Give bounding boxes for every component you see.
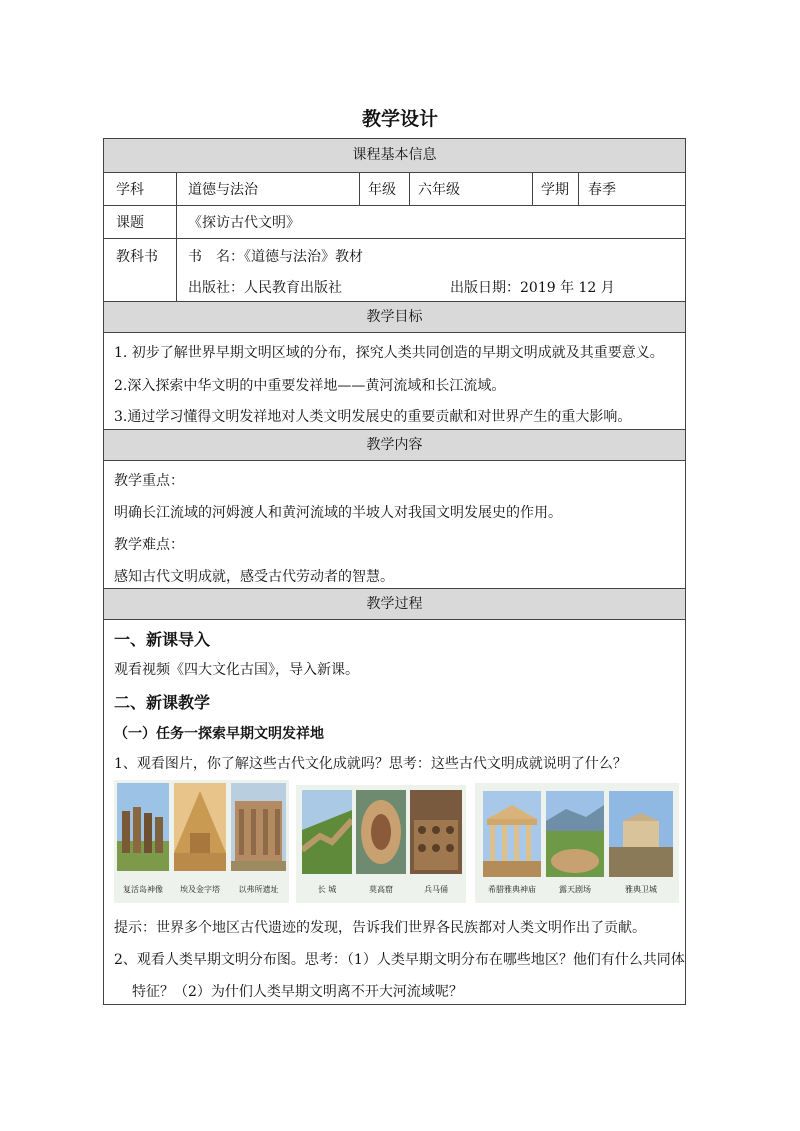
divider	[104, 205, 685, 206]
great-wall-photo	[302, 790, 352, 874]
photo-caption: 雅典卫城	[625, 885, 657, 894]
question-one: 1、观看图片，你了解这些古代文化成就吗？思考：这些古代文明成就说明了什么？	[114, 756, 627, 772]
heading-task-one: （一）任务一探索早期文明发祥地	[114, 726, 324, 742]
subject-value: 道德与法治	[188, 182, 258, 198]
goal-item: 2.深入探索中华文明的中重要发祥地——黄河流域和长江流域。	[114, 378, 506, 394]
subject-label: 学科	[116, 182, 144, 198]
picture-panel-china	[296, 785, 466, 903]
grade-value: 六年级	[418, 182, 460, 198]
egypt-pyramid-photo	[174, 783, 226, 871]
photo-caption: 以弗所遗址	[238, 885, 279, 894]
textbook-label: 教科书	[116, 249, 158, 265]
ephesus-ruins-photo	[231, 783, 286, 871]
mogao-caves-photo	[356, 790, 406, 874]
photo-caption: 莫高窟	[369, 885, 393, 894]
photo-caption: 复活岛神像	[123, 885, 163, 894]
difficulties-label: 教学难点：	[114, 537, 184, 553]
divider	[409, 173, 410, 205]
term-label: 学期	[541, 182, 569, 198]
photo-caption: 兵马俑	[424, 885, 448, 894]
athens-temple-photo	[483, 791, 541, 877]
hint-text: 提示：世界多个地区古代遗迹的发现，告诉我们世界各民族都对人类文明作出了贡献。	[114, 920, 646, 936]
key-points-text: 明确长江流域的河姆渡人和黄河流域的半坡人对我国文明发展史的作用。	[114, 505, 562, 521]
photo-caption: 长 城	[317, 885, 337, 894]
divider	[104, 238, 685, 239]
lesson-table	[103, 138, 686, 1005]
textbook-publisher: 出版社：人民教育出版社	[188, 280, 342, 296]
photo-caption: 露天剧场	[559, 885, 591, 894]
divider	[578, 173, 579, 205]
goal-item: 1. 初步了解世界早期文明区域的分布，探究人类共同创造的早期文明成就及其重要意义。	[114, 345, 664, 361]
photo-caption: 埃及金字塔	[180, 885, 220, 894]
terracotta-army-photo	[410, 790, 462, 874]
acropolis-photo	[609, 791, 673, 877]
section-content: 教学内容	[104, 429, 685, 461]
grade-label: 年级	[368, 182, 396, 198]
topic-label: 课题	[116, 215, 144, 231]
section-goals: 教学目标	[104, 301, 685, 333]
picture-panel-world	[114, 780, 289, 903]
heading-new-lesson: 二、新课教学	[114, 693, 211, 712]
easter-island-moai-photo	[117, 783, 169, 871]
textbook-name: 书 名：《道德与法治》教材	[188, 249, 363, 265]
divider	[359, 173, 360, 205]
key-points-label: 教学重点：	[114, 473, 184, 489]
goal-item: 3.通过学习懂得文明发祥地对人类文明发展史的重要贡献和对世界产生的重大影响。	[114, 409, 632, 425]
textbook-pub-date: 出版日期：2019 年 12 月	[450, 280, 615, 296]
question-two-line2: 特征？（2）为什们人类早期文明离不开大河流域呢？	[132, 984, 463, 1000]
heading-intro: 一、新课导入	[114, 630, 211, 649]
divider	[532, 173, 533, 205]
question-two-line1: 2、观看人类早期文明分布图。思考：（1）人类早期文明分布在哪些地区？他们有什么共同体	[114, 952, 685, 968]
intro-text: 观看视频《四大文化古国》，导入新课。	[114, 662, 359, 678]
difficulties-text: 感知古代文明成就，感受古代劳动者的智慧。	[114, 569, 394, 585]
open-air-theater-photo	[546, 791, 604, 877]
picture-panel-greece	[475, 783, 679, 903]
term-value: 春季	[588, 182, 616, 198]
divider	[176, 173, 177, 301]
topic-value: 《探访古代文明》	[188, 215, 300, 231]
section-basic-info: 课程基本信息	[104, 139, 685, 173]
section-process: 教学过程	[104, 588, 685, 620]
document-title: 教学设计	[361, 108, 438, 130]
photo-caption: 希腊雅典神庙	[488, 885, 536, 894]
